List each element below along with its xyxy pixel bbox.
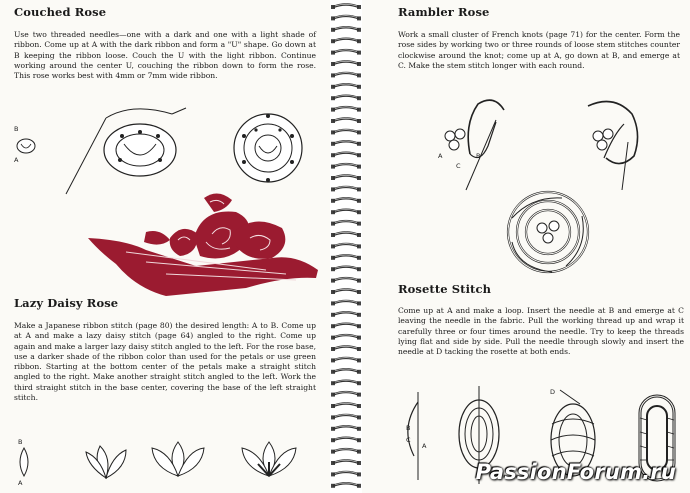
- spiral-coils: [330, 0, 362, 493]
- spiral-coil: [331, 323, 361, 328]
- spiral-binding: [330, 0, 362, 493]
- spiral-coil: [331, 301, 361, 306]
- couched-rose-label-a: A: [14, 156, 19, 164]
- spiral-coil: [331, 278, 361, 283]
- spiral-coil: [331, 358, 361, 363]
- spiral-coil: [331, 141, 361, 146]
- spiral-coil: [331, 107, 361, 112]
- spiral-coil: [331, 84, 361, 89]
- couched-rose-diagram-1: [12, 122, 42, 172]
- spiral-coil: [331, 232, 361, 237]
- spiral-coil: [331, 187, 361, 192]
- rosette-diagram-1: [396, 382, 436, 490]
- spiral-coil: [331, 244, 361, 249]
- spiral-coil: [331, 346, 361, 351]
- spiral-coil: [331, 472, 361, 477]
- spiral-coil: [331, 175, 361, 180]
- spiral-coil: [331, 392, 361, 397]
- lazy-daisy-label-b: B: [18, 438, 23, 446]
- spiral-coil: [331, 61, 361, 66]
- lazy-daisy-diagram-1: [10, 436, 40, 486]
- spiral-coil: [331, 95, 361, 100]
- spiral-coil: [331, 130, 361, 135]
- spiral-coil: [331, 198, 361, 203]
- lazy-daisy-rose-title: Lazy Daisy Rose: [14, 296, 119, 310]
- rosette-label-a: A: [422, 442, 427, 450]
- spiral-coil: [331, 164, 361, 169]
- rambler-rose-label-a: A: [438, 152, 443, 160]
- spiral-coil: [331, 266, 361, 271]
- spiral-coil: [331, 221, 361, 226]
- spiral-coil: [331, 460, 361, 465]
- left-page: [0, 0, 330, 493]
- rosette-stitch-text: Come up at A and make a loop. Insert the needle at B and emerge at C leaving the needle in the fabric. Pull the working thread up and wrap it carefully three or four times around the needle. Try to keep the threads lying flat and side by side. Pull the needle through slowly and insert the needle at D tacking the rosette at both ends.: [398, 306, 684, 357]
- spiral-coil: [331, 335, 361, 340]
- spiral-coil: [331, 73, 361, 78]
- couched-rose-diagram-3: [226, 106, 310, 190]
- spiral-coil: [331, 289, 361, 294]
- couched-rose-diagram-2: [62, 104, 192, 196]
- spiral-coil: [331, 312, 361, 317]
- spiral-coil: [331, 483, 361, 488]
- spiral-coil: [331, 27, 361, 32]
- rosette-label-d: D: [550, 388, 556, 396]
- spiral-coil: [331, 437, 361, 442]
- rosette-label-c: C: [406, 436, 411, 444]
- lazy-daisy-diagram-4: [238, 438, 300, 482]
- right-page: [362, 0, 690, 493]
- spiral-coil: [331, 255, 361, 260]
- spiral-coil: [331, 152, 361, 157]
- spiral-coil: [331, 50, 361, 55]
- rosette-label-b: B: [406, 424, 411, 432]
- spiral-coil: [331, 4, 361, 9]
- rambler-rose-text: Work a small cluster of French knots (page 71) for the center. Form the rose sides by working two or three rounds of loose stem stitches counter clockwise around the knot; come up at A, go down at B, and emerge at C. Make the stem stitch longer with each round.: [398, 30, 680, 70]
- watermark: PassionForum.ru: [475, 460, 676, 484]
- spiral-coil: [331, 415, 361, 420]
- couched-rose-label-b: B: [14, 125, 19, 133]
- lazy-daisy-diagram-2: [82, 440, 132, 482]
- couched-rose-text: Use two threaded needles—one with a dark and one with a light shade of ribbon. Come up at A with the dark ribbon and form a "U" shape. Go down at B keeping the ribbon loose. Couch the U with the light ribbon. Continue working around the center U, couching the ribbon down to form the rose. This rose works best with 4mm or 7mm wide ribbon.: [14, 30, 316, 81]
- rose-illustration: [86, 188, 322, 304]
- spiral-coil: [331, 118, 361, 123]
- couched-rose-title: Couched Rose: [14, 5, 107, 19]
- spiral-coil: [331, 426, 361, 431]
- rambler-rose-label-b: B: [476, 152, 481, 160]
- rambler-rose-label-c: C: [456, 162, 461, 170]
- spiral-coil: [331, 449, 361, 454]
- spiral-coil: [331, 209, 361, 214]
- rosette-stitch-title: Rosette Stitch: [398, 282, 492, 296]
- rambler-rose-title: Rambler Rose: [398, 5, 490, 19]
- lazy-daisy-label-a: A: [18, 479, 23, 487]
- rambler-rose-diagram-2: [584, 94, 664, 194]
- spiral-coil: [331, 369, 361, 374]
- spiral-coil: [331, 38, 361, 43]
- lazy-daisy-rose-text: Make a Japanese ribbon stitch (page 80) the desired length: A to B. Come up at A and make a lazy daisy stitch (page 64) angled to the right. Come up again and make a larger lazy daisy stitch angled to the left. For the rose base, use a darker shade of the ribbon color than used for the petals or use green ribbon. Starting at the bottom center of the petals make a straight stitch angled to the right. Make another straight stitch angled to the left. Work the third straight stitch in the base center, covering the base of the left straight stitch.: [14, 321, 316, 403]
- lazy-daisy-diagram-3: [148, 438, 208, 482]
- spiral-coil: [331, 403, 361, 408]
- rambler-rose-diagram-1: [434, 94, 524, 194]
- spiral-coil: [331, 380, 361, 385]
- rambler-rose-finished: [502, 186, 594, 278]
- spiral-coil: [331, 16, 361, 21]
